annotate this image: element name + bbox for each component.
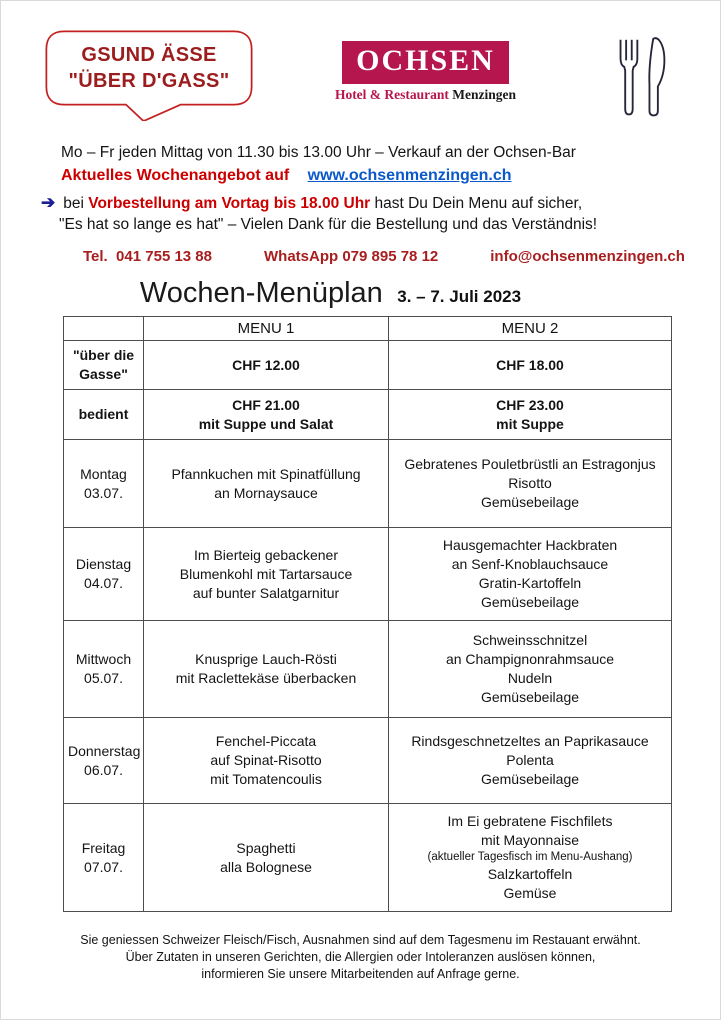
opening-hours-line: Mo – Fr jeden Mittag von 11.30 bis 13.00 Uhr – Verkauf an der Ochsen-Bar — [61, 144, 576, 161]
wednesday-label: Mittwoch 05.07. — [64, 621, 144, 718]
friday-menu1: Spaghetti alla Bolognese — [144, 804, 389, 912]
info-block — [41, 142, 720, 267]
thursday-label: Donnerstag 06.07. — [64, 718, 144, 804]
fork-knife-icon — [614, 29, 670, 128]
wednesday-row — [64, 621, 672, 718]
logo-subtitle-hotel: Hotel & Restaurant — [334, 87, 449, 102]
badge-text — [43, 42, 255, 94]
ochsen-logo-subtitle — [255, 87, 596, 103]
thursday-row — [64, 718, 672, 804]
menu1-header: MENU 1 — [144, 317, 389, 341]
menu1-takeaway-price: CHF 12.00 — [144, 341, 389, 390]
menu2-served-price: CHF 23.00 mit Suppe — [389, 390, 672, 440]
table-header-row — [64, 317, 672, 341]
preorder-thanks-line: "Es hat so lange es hat" – Vielen Dank für die Bestellung und das Verständnis! — [59, 216, 598, 233]
logo-subtitle-town: Menzingen — [452, 87, 517, 102]
preorder-highlight: Vorbestellung am Vortag bis 18.00 Uhr — [88, 195, 371, 212]
preorder-pre: bei — [63, 195, 89, 212]
whatsapp-number: WhatsApp 079 895 78 12 — [264, 248, 439, 265]
preorder-line — [41, 192, 720, 235]
phone-number: Tel. 041 755 13 88 — [83, 248, 212, 265]
menu1-served-price: CHF 21.00 mit Suppe und Salat — [144, 390, 389, 440]
thursday-menu2: Rindsgeschnetzeltes an Paprikasauce Polenta Gemüsebeilage — [389, 718, 672, 804]
title-date-range: 3. – 7. Juli 2023 — [397, 287, 522, 306]
served-label: bedient — [64, 390, 144, 440]
monday-menu1: Pfannkuchen mit Spinatfüllung an Mornaysauce — [144, 440, 389, 528]
title-main: Wochen-Menüplan — [139, 277, 383, 309]
monday-menu2: Gebratenes Pouletbrüstli an Estragonjus Risotto Gemüsebeilage — [389, 440, 672, 528]
tuesday-label: Dienstag 04.07. — [64, 528, 144, 621]
wednesday-menu2: Schweinsschnitzel an Champignonrahmsauce Nudeln Gemüsebeilage — [389, 621, 672, 718]
footer-line2: Über Zutaten in unseren Gerichten, die Allergien oder Intoleranzen auslösen können, — [125, 950, 596, 964]
email-address[interactable]: info@ochsenmenzingen.ch — [490, 248, 685, 265]
badge-line1: GSUND ÄSSE — [81, 44, 217, 66]
tuesday-menu1: Im Bierteig gebackener Blumenkohl mit Tartarsauce auf bunter Salatgarnitur — [144, 528, 389, 621]
footer-line1: Sie geniessen Schweizer Fleisch/Fisch, Ausnahmen sind auf dem Tagesmenu im Restauant erwähnt. — [80, 933, 641, 947]
served-price-row — [64, 390, 672, 440]
preorder-post: hast Du Dein Menu auf sicher, — [370, 195, 583, 212]
ochsen-logo-wordmark: OCHSEN — [342, 41, 509, 84]
thursday-menu1: Fenchel-Piccata auf Spinat-Risotto mit Tomatencoulis — [144, 718, 389, 804]
weekly-offer-line — [61, 165, 720, 186]
page-title — [1, 277, 720, 310]
footer-note — [1, 932, 720, 983]
badge-line2: "ÜBER D'GASS" — [68, 70, 230, 92]
weekly-offer-label: Aktuelles Wochenangebot auf — [61, 167, 290, 184]
gsund-aesse-badge — [43, 29, 255, 121]
monday-row — [64, 440, 672, 528]
website-link[interactable]: www.ochsenmenzingen.ch — [307, 167, 512, 184]
ochsen-logo — [255, 29, 596, 103]
takeaway-label: "über die Gasse" — [64, 341, 144, 390]
menu2-takeaway-price: CHF 18.00 — [389, 341, 672, 390]
friday-menu2: Im Ei gebratene Fischfilets mit Mayonnaise (aktueller Tagesfisch im Menu-Aushang) Salzkartoffeln Gemüse — [389, 804, 672, 912]
friday-row — [64, 804, 672, 912]
footer-line3: informieren Sie unsere Mitarbeitenden auf Anfrage gerne. — [201, 967, 520, 981]
menu2-header: MENU 2 — [389, 317, 672, 341]
weekly-menu-table — [63, 316, 672, 912]
friday-label: Freitag 07.07. — [64, 804, 144, 912]
tuesday-row — [64, 528, 672, 621]
tuesday-menu2: Hausgemachter Hackbraten an Senf-Knoblauchsauce Gratin-Kartoffeln Gemüsebeilage — [389, 528, 672, 621]
takeaway-price-row — [64, 341, 672, 390]
corner-cell — [64, 317, 144, 341]
monday-label: Montag 03.07. — [64, 440, 144, 528]
arrow-right-icon: ➔ — [41, 193, 56, 212]
wednesday-menu1: Knusprige Lauch-Rösti mit Raclettekäse überbacken — [144, 621, 389, 718]
header — [1, 1, 720, 128]
contact-line — [83, 246, 720, 267]
